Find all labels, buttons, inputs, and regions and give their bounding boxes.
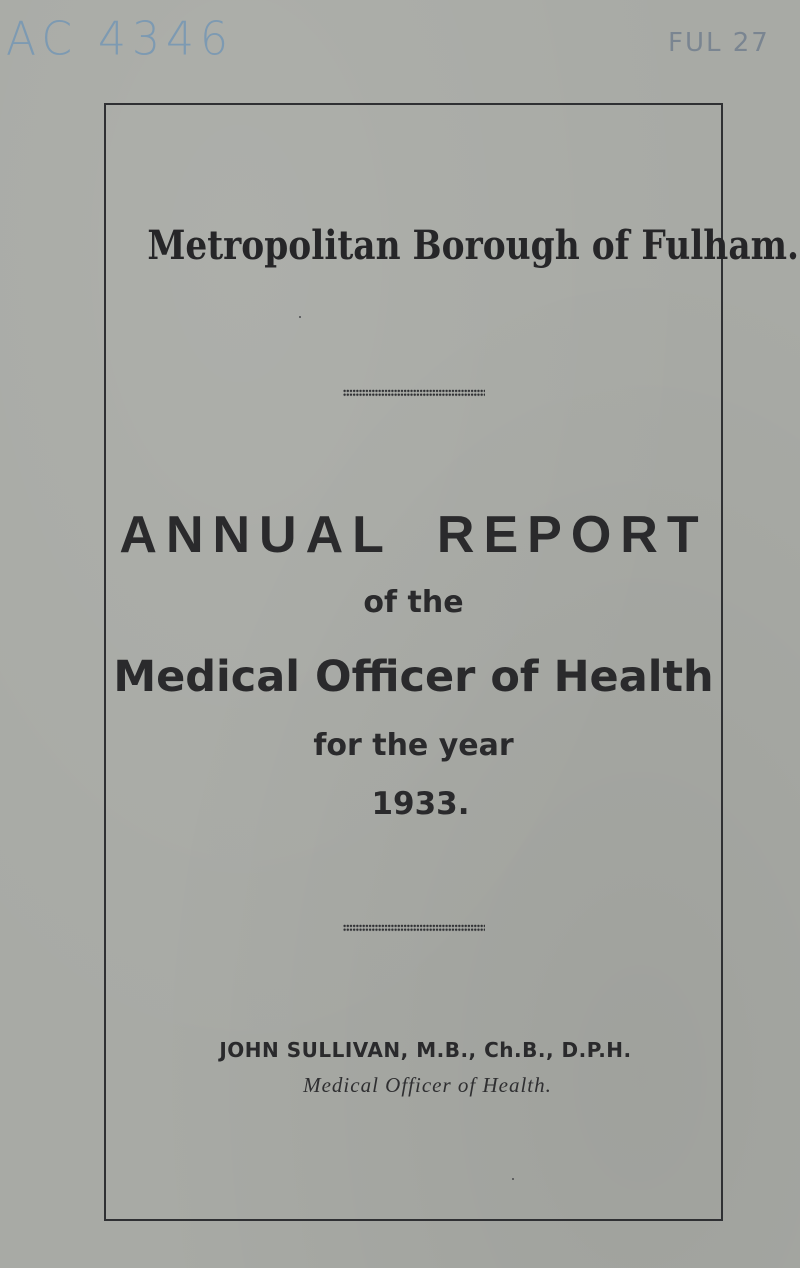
ornamental-divider-top: [343, 389, 485, 397]
borough-title: Metropolitan Borough of Fulham.: [147, 222, 799, 269]
paper-speck: [299, 316, 301, 318]
officer-title: Medical Officer of Health: [113, 652, 714, 702]
shelf-mark-annotation: FUL 27: [668, 28, 770, 58]
report-heading-word-annual: ANNUAL: [119, 506, 393, 564]
for-the-year-line: for the year: [313, 728, 514, 763]
ornamental-divider-bottom: [343, 924, 485, 932]
report-heading-word-report: REPORT: [436, 506, 708, 564]
author-role: Medical Officer of Health.: [303, 1073, 552, 1097]
report-heading: [104, 505, 723, 565]
paper-speck: [512, 1178, 514, 1180]
of-the-line: of the: [363, 585, 464, 620]
author-name: JOHN SULLIVAN, M.B., Ch.B., D.P.H.: [219, 1038, 632, 1062]
report-year: 1933.: [371, 786, 470, 822]
accession-number-annotation: AC 4346: [6, 12, 235, 67]
